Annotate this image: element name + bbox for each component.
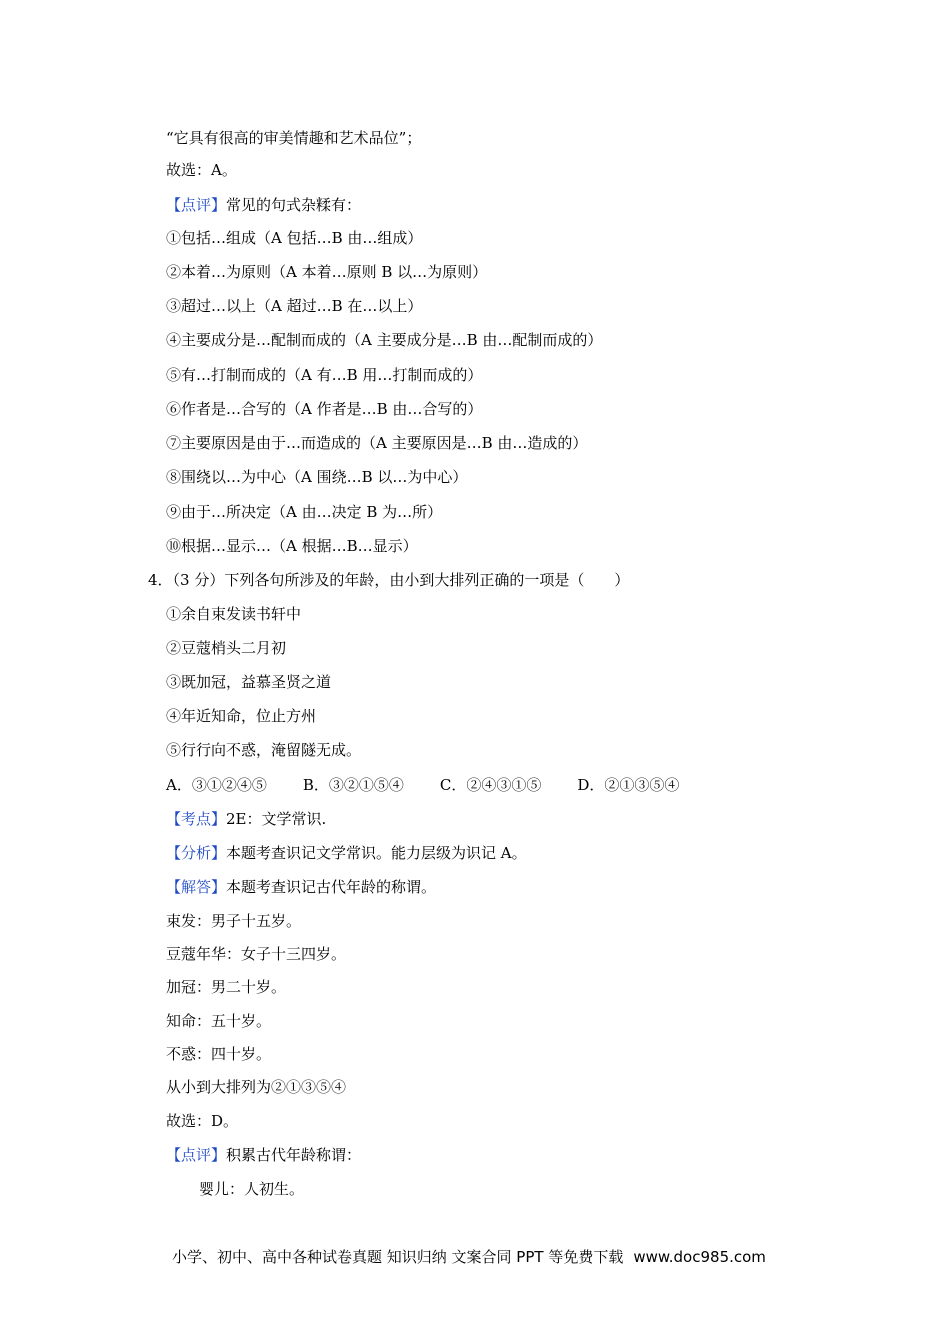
question-stem: 4．（3 分）下列各句所涉及的年龄，由小到大排列正确的一项是（ ） (148, 571, 630, 589)
option-b: B．③②①⑤④ (302, 776, 404, 794)
solution-line: 加冠：男二十岁。 (166, 978, 287, 996)
solution-line: 知命：五十岁。 (166, 1012, 272, 1030)
solution-line: 束发：男子十五岁。 (166, 912, 302, 930)
solution-line: 故选：D。 (166, 1112, 239, 1130)
comment-tag: 【点评】 (166, 196, 227, 214)
pattern-item: ③超过…以上（A 超过…B 在…以上） (166, 297, 423, 315)
solution-comment (166, 1145, 361, 1165)
analysis-tag: 【分析】 (166, 844, 227, 862)
footer-url[interactable]: www.doc985.com (633, 1248, 766, 1266)
page-footer (172, 1247, 766, 1267)
solution-line: 豆蔻年华：女子十三四岁。 (166, 945, 347, 963)
option-d: D．②①③⑤④ (577, 776, 680, 794)
point-text: 2E：文学常识. (226, 810, 327, 828)
pattern-item: ⑥作者是…合写的（A 作者是…B 由…合写的） (166, 400, 483, 418)
question-item: ①余自束发读书轩中 (166, 605, 302, 623)
answer-line (166, 877, 436, 897)
pattern-item: ①包括…组成（A 包括…B 由…组成） (166, 229, 423, 247)
solution-line: 从小到大排列为②①③⑤④ (166, 1078, 347, 1096)
pattern-item: ②本着…为原则（A 本着…原则 B 以…为原则） (166, 263, 488, 281)
answer-options (166, 775, 679, 795)
option-c: C．②④③①⑤ (439, 776, 542, 794)
point-tag: 【考点】 (166, 810, 227, 828)
point-line (166, 809, 326, 829)
comment-text: 积累古代年龄称谓： (226, 1146, 362, 1164)
prev-comment (166, 195, 361, 215)
solution-line: 不惑：四十岁。 (166, 1045, 272, 1063)
option-a: A．③①②④⑤ (166, 776, 267, 794)
comment-text: 常见的句式杂糅有： (226, 196, 362, 214)
prev-answer: 故选：A。 (166, 161, 237, 179)
answer-text: 本题考查识记古代年龄的称谓。 (226, 878, 437, 896)
pattern-item: ⑨由于…所决定（A 由…决定 B 为…所） (166, 503, 443, 521)
question-item: ③既加冠，益慕圣贤之道 (166, 673, 332, 691)
pattern-item: ⑧围绕以…为中心（A 围绕…B 以…为中心） (166, 468, 468, 486)
question-item: ④年近知命，位止方州 (166, 707, 317, 725)
analysis-line (166, 843, 527, 863)
analysis-text: 本题考查识记文学常识。能力层级为识记 A。 (226, 844, 527, 862)
pattern-item: ⑦主要原因是由于…而造成的（A 主要原因是…B 由…造成的） (166, 434, 588, 452)
quote-line: “它具有很高的审美情趣和艺术品位”； (166, 129, 422, 147)
answer-tag: 【解答】 (166, 878, 227, 896)
pattern-item: ⑩根据…显示…（A 根据…B…显示） (166, 537, 418, 555)
pattern-item: ④主要成分是…配制而成的（A 主要成分是…B 由…配制而成的） (166, 331, 603, 349)
pattern-item: ⑤有…打制而成的（A 有…B 用…打制而成的） (166, 366, 483, 384)
question-item: ⑤行行向不惑，淹留隧无成。 (166, 741, 362, 759)
question-item: ②豆蔻梢头二月初 (166, 639, 287, 657)
age-term-line: 婴儿：人初生。 (199, 1180, 305, 1198)
footer-text: 小学、初中、高中各种试卷真题 知识归纳 文案合同 PPT 等免费下载 (172, 1248, 624, 1266)
comment-tag: 【点评】 (166, 1146, 227, 1164)
